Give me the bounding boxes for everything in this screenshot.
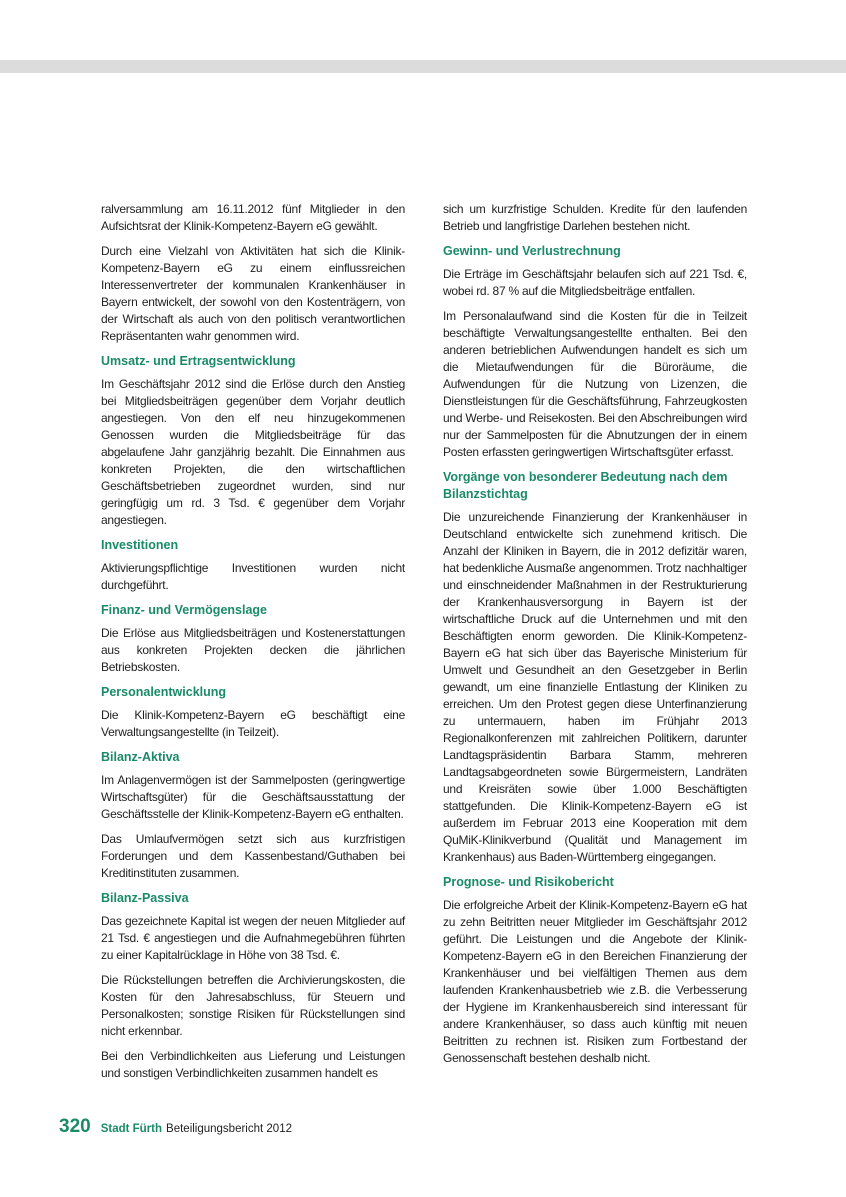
section-heading: Finanz- und Vermögenslage bbox=[101, 603, 267, 617]
paragraph: Das Umlaufvermögen setzt sich aus kurzfristigen Forderungen und dem Kassenbestand/Guthaben bei Kreditinstituten zusammen. bbox=[101, 832, 405, 880]
top-gray-bar bbox=[0, 60, 846, 73]
right-column bbox=[443, 201, 747, 1075]
paragraph: Die unzureichende Finanzierung der Krankenhäuser in Deutschland entwickelte sich zunehmend kritisch. Die Anzahl der Kliniken in Bayern, die in 2012 defizitär waren, hat bedenkliche Ausmaße angenommen. Trotz nachhaltiger und einschneidender Maßnahmen in der Restrukturierung der Krankenhausversorgung in Bayern ist der wirtschaftliche Druck auf die Unternehmen und mit den Beschäftigten enorm geworden. Die Klinik-Kompetenz-Bayern eG hat sich über das Bayerische Ministerium für Umwelt und Gesundheit an den Gesetzgeber in Berlin gewandt, um eine finanzielle Entlastung der Kliniken zu erreichen. Um den Protest gegen diese Unterfinanzierung zu untermauern, haben im Frühjahr 2013 Regionalkonferenzen mit zahlreichen Politikern, darunter Landtagspräsidentin Barbara Stamm, mehreren Landtagsabgeordneten sowie Bürgermeistern, Landräten und Kreisräten sowie über 1.000 Beschäftigten stattgefunden. Die Klinik-Kompetenz-Bayern eG ist außerdem im Februar 2013 eine Kooperation mit dem QuMiK-Klinikverbund (Qualität und Management im Krankenhaus) aus Baden-Württemberg eingegangen. bbox=[443, 510, 747, 864]
paragraph: Aktivierungspflichtige Investitionen wurden nicht durchgeführt. bbox=[101, 561, 405, 592]
page-footer bbox=[59, 1116, 292, 1138]
paragraph: Die erfolgreiche Arbeit der Klinik-Kompetenz-Bayern eG hat zu zehn Beitritten neuer Mitglieder im Geschäftsjahr 2012 geführt. Die Leistungen und die Angebote der Klinik-Kompetenz-Bayern eG in den Bereichen Finanzierung der Krankenhäuser und bei vielfältigen Themen aus dem laufenden Krankenhausbetrieb wie z.B. die Verbesserung der Hygiene im Krankenhausbereich sind interessant für andere Krankenhäuser, so dass auch künftig mit neuen Beitritten zu rechnen ist. Risiken zum Fortbestand der Genossenschaft bestehen deshalb nicht. bbox=[443, 898, 747, 1065]
paragraph: Die Erträge im Geschäftsjahr belaufen sich auf 221 Tsd. €, wobei rd. 87 % auf die Mitgliedsbeiträge entfallen. bbox=[443, 267, 747, 298]
paragraph: ralversammlung am 16.11.2012 fünf Mitglieder in den Aufsichtsrat der Klinik-Kompetenz-Bayern eG gewählt. bbox=[101, 202, 405, 233]
page-number: 320 bbox=[59, 1116, 91, 1137]
paragraph: Im Personalaufwand sind die Kosten für die in Teilzeit beschäftigte Verwaltungsangestellte enthalten. Bei den anderen betrieblichen Aufwendungen handelt es sich um die Mietaufwendungen für die Büroräume, die Aufwendungen für die Nutzung von Lizenzen, die Dienstleistungen für die Geschäftsführung, Fahrzeugkosten und Werbe- und Reisekosten. Bei den Abschreibungen wird nur der Sammelposten für die Abnutzungen der in einem Posten erfassten geringwertigen Wirtschaftsgüter erfasst. bbox=[443, 309, 747, 459]
paragraph: sich um kurzfristige Schulden. Kredite für den laufenden Betrieb und langfristige Darlehen bestehen nicht. bbox=[443, 202, 747, 233]
paragraph: Die Rückstellungen betreffen die Archivierungskosten, die Kosten für den Jahresabschluss, für Steuern und Personalkosten; sonstige Risiken für Rückstellungen sind nicht erkennbar. bbox=[101, 973, 405, 1038]
footer-city: Stadt Fürth bbox=[100, 1123, 163, 1135]
footer-report-title: Beteiligungsbericht 2012 bbox=[166, 1123, 292, 1135]
paragraph: Die Erlöse aus Mitgliedsbeiträgen und Kostenerstattungen aus konkreten Projekten decken die jährlichen Betriebskosten. bbox=[101, 626, 405, 674]
paragraph: Im Geschäftsjahr 2012 sind die Erlöse durch den Anstieg bei Mitgliedsbeiträgen gegenüber dem Vorjahr deutlich angestiegen. Von den elf neu hinzugekommenen Genossen wurden die Mitgliedsbeiträge für das abgelaufene Jahr ganzjährig bezahlt. Die Einnahmen aus konkreten Projekten, die den wirtschaftlichen Geschäftsbetrieben zugeordnet wurden, sind nur geringfügig um rd. 3 Tsd. € gegenüber dem Vorjahr angestiegen. bbox=[101, 377, 405, 527]
paragraph: Das gezeichnete Kapital ist wegen der neuen Mitglieder auf 21 Tsd. € angestiegen und die Aufnahmegebühren führten zu einer Kapitalrücklage in Höhe von 38 Tsd. €. bbox=[101, 914, 405, 962]
section-heading: Prognose- und Risikobericht bbox=[443, 875, 614, 889]
section-heading: Bilanz-Passiva bbox=[101, 891, 189, 905]
section-heading: Vorgänge von besonderer Bedeutung nach dem Bilanzstichtag bbox=[443, 470, 728, 501]
section-heading: Bilanz-Aktiva bbox=[101, 750, 180, 764]
paragraph: Im Anlagenvermögen ist der Sammelposten (geringwertige Wirtschaftsgüter) für die Geschäftsausstattung der Geschäftsstelle der Klinik-Kompetenz-Bayern eG enthalten. bbox=[101, 773, 405, 821]
paragraph: Die Klinik-Kompetenz-Bayern eG beschäftigt eine Verwaltungsangestellte (in Teilzeit). bbox=[101, 708, 405, 739]
paragraph: Durch eine Vielzahl von Aktivitäten hat sich die Klinik-Kompetenz-Bayern eG zu einem einflussreichen Interessenvertreter der kommunalen Krankenhäuser in Bayern entwickelt, der sowohl von den Kostenträgern, von der Wirtschaft als auch von den politisch verantwortlichen Repräsentanten wahr genommen wird. bbox=[101, 244, 405, 343]
section-heading: Umsatz- und Ertragsentwicklung bbox=[101, 354, 296, 368]
section-heading: Investitionen bbox=[101, 538, 179, 552]
paragraph: Bei den Verbindlichkeiten aus Lieferung und Leistungen und sonstigen Verbindlichkeiten zusammen handelt es bbox=[101, 1049, 405, 1080]
section-heading: Personalentwicklung bbox=[101, 685, 227, 699]
left-column bbox=[101, 201, 405, 1090]
section-heading: Gewinn- und Verlustrechnung bbox=[443, 244, 621, 258]
